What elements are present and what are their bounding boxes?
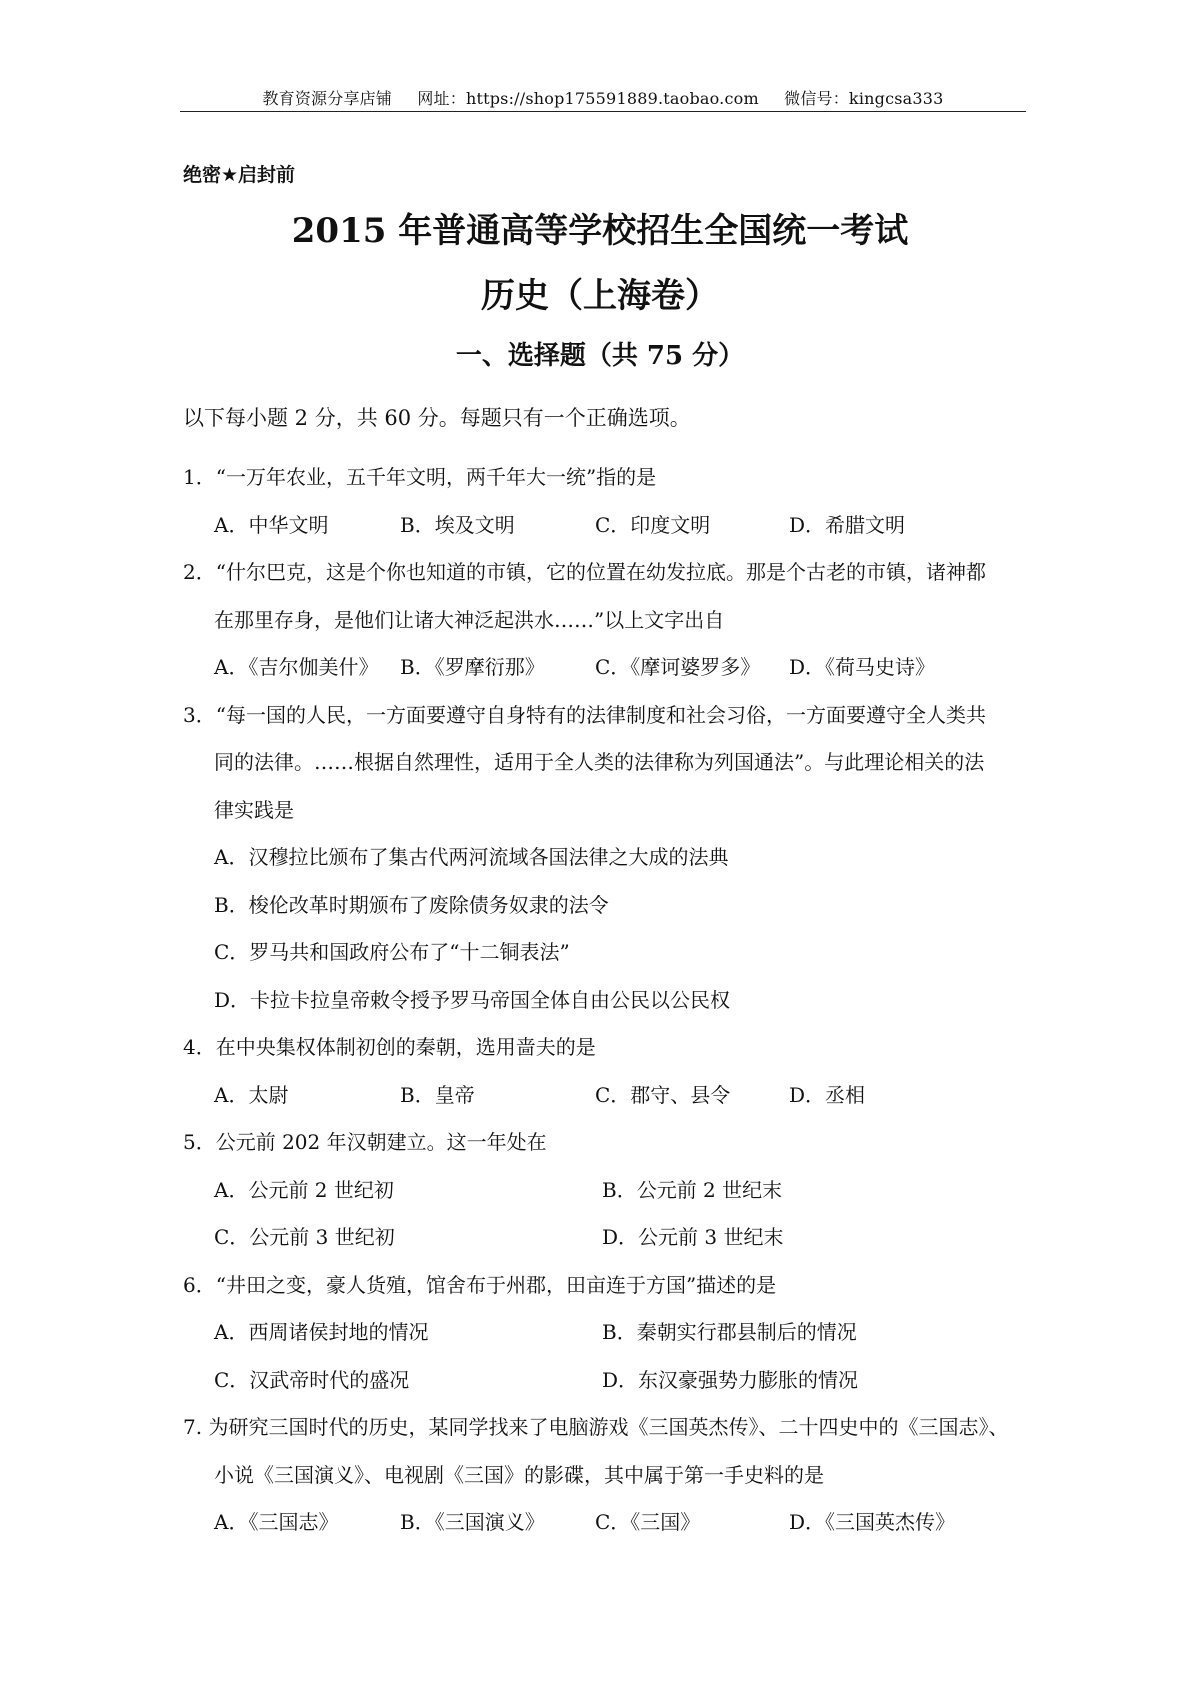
option-row xyxy=(183,644,1033,692)
page-header xyxy=(180,86,1026,109)
option-c: C．公元前 3 世纪初 xyxy=(214,1225,395,1249)
option-a: A．太尉 xyxy=(214,1082,289,1107)
question-stem: 4．在中央集权体制初创的秦朝，选用啬夫的是 xyxy=(183,1035,596,1059)
question-1 xyxy=(183,454,1033,549)
option-row xyxy=(183,1167,1033,1215)
option-row xyxy=(183,1072,1033,1120)
option-row xyxy=(183,1357,1033,1405)
option-b: B．埃及文明 xyxy=(400,512,515,537)
option-c: C．《三国》 xyxy=(595,1510,701,1534)
option-d: D．东汉豪强势力膨胀的情况 xyxy=(602,1367,859,1392)
option-d: D．《三国英杰传》 xyxy=(789,1510,956,1534)
question-stem: 1．“一万年农业，五千年文明，两千年大一统”指的是 xyxy=(183,465,657,489)
option-c: C．印度文明 xyxy=(595,512,711,537)
option-b: B．公元前 2 世纪末 xyxy=(602,1177,783,1202)
option-a: A．中华文明 xyxy=(214,512,329,537)
option-a: A．《吉尔伽美什》 xyxy=(214,655,379,679)
question-stem: 3．“每一国的人民，一方面要遵守自身特有的法律制度和社会习俗，一方面要遵守全人类共 xyxy=(183,702,986,727)
option-a: A．西周诸侯封地的情况 xyxy=(214,1320,429,1344)
option-c: C．《摩诃婆罗多》 xyxy=(595,655,761,679)
question-stem: 2．“什尔巴克，这是个你也知道的市镇，它的位置在幼发拉底。那是个古老的市镇，诸神都 xyxy=(183,560,986,584)
question-5 xyxy=(183,1119,1033,1262)
question-stem-cont: 律实践是 xyxy=(214,797,294,822)
question-stem-cont: 同的法律。……根据自然理性，适用于全人类的法律称为列国通法”。与此理论相关的法 xyxy=(214,750,985,774)
option-row xyxy=(183,1309,1033,1357)
option-c: C．罗马共和国政府公布了“十二铜表法” xyxy=(214,940,570,964)
option-row xyxy=(183,502,1033,550)
section-instruction: 以下每小题 2 分，共 60 分。每题只有一个正确选项。 xyxy=(183,406,691,430)
question-list xyxy=(183,454,1033,1547)
header-shop: 教育资源分享店铺 xyxy=(262,89,393,108)
header-divider xyxy=(180,111,1026,112)
header-url: 网址：https://shop175591889.taobao.com xyxy=(417,89,759,108)
question-stem-cont: 小说《三国演义》、电视剧《三国》的影碟，其中属于第一手史料的是 xyxy=(214,1462,824,1487)
secret-label: 绝密★启封前 xyxy=(183,164,296,186)
option-row xyxy=(183,1499,1033,1547)
option-d: D．希腊文明 xyxy=(789,512,906,537)
option-d: D．《荷马史诗》 xyxy=(789,655,936,679)
option-d: D．公元前 3 世纪末 xyxy=(602,1225,784,1249)
option-d: D．卡拉卡拉皇帝敕令授予罗马帝国全体自由公民以公民权 xyxy=(214,987,731,1012)
option-a: A．公元前 2 世纪初 xyxy=(214,1177,394,1202)
option-b: B．《罗摩衍那》 xyxy=(400,655,545,679)
question-stem: 6．“井田之变，豪人货殖，馆舍布于州郡，田亩连于方国”描述的是 xyxy=(183,1272,777,1297)
option-row xyxy=(183,1214,1033,1262)
question-4 xyxy=(183,1024,1033,1119)
option-a: A．《三国志》 xyxy=(214,1510,339,1534)
exam-subtitle: 历史（上海卷） xyxy=(481,276,719,316)
question-stem: 5．公元前 202 年汉朝建立。这一年处在 xyxy=(183,1130,547,1154)
option-b: B．秦朝实行郡县制后的情况 xyxy=(602,1320,857,1344)
option-c: C．汉武帝时代的盛况 xyxy=(214,1367,410,1392)
option-b: B．梭伦改革时期颁布了废除债务奴隶的法令 xyxy=(214,892,609,917)
question-6 xyxy=(183,1262,1033,1405)
option-d: D．丞相 xyxy=(789,1082,866,1107)
question-3 xyxy=(183,692,1033,1025)
question-7 xyxy=(183,1404,1033,1547)
question-stem: 7. 为研究三国时代的历史，某同学找来了电脑游戏《三国英杰传》、二十四史中的《三国志》、 xyxy=(183,1415,1009,1439)
question-2 xyxy=(183,549,1033,692)
option-c: C．郡守、县令 xyxy=(595,1082,731,1107)
question-stem-cont: 在那里存身，是他们让诸大神泛起洪水……”以上文字出自 xyxy=(214,607,725,632)
section-heading: 一、选择题（共 75 分） xyxy=(455,341,745,371)
header-wechat: 微信号：kingcsa333 xyxy=(784,89,944,108)
exam-title: 2015 年普通高等学校招生全国统一考试 xyxy=(291,211,909,251)
option-b: B．《三国演义》 xyxy=(400,1510,545,1534)
option-a: A．汉穆拉比颁布了集古代两河流域各国法律之大成的法典 xyxy=(214,845,729,869)
option-b: B．皇帝 xyxy=(400,1082,475,1107)
